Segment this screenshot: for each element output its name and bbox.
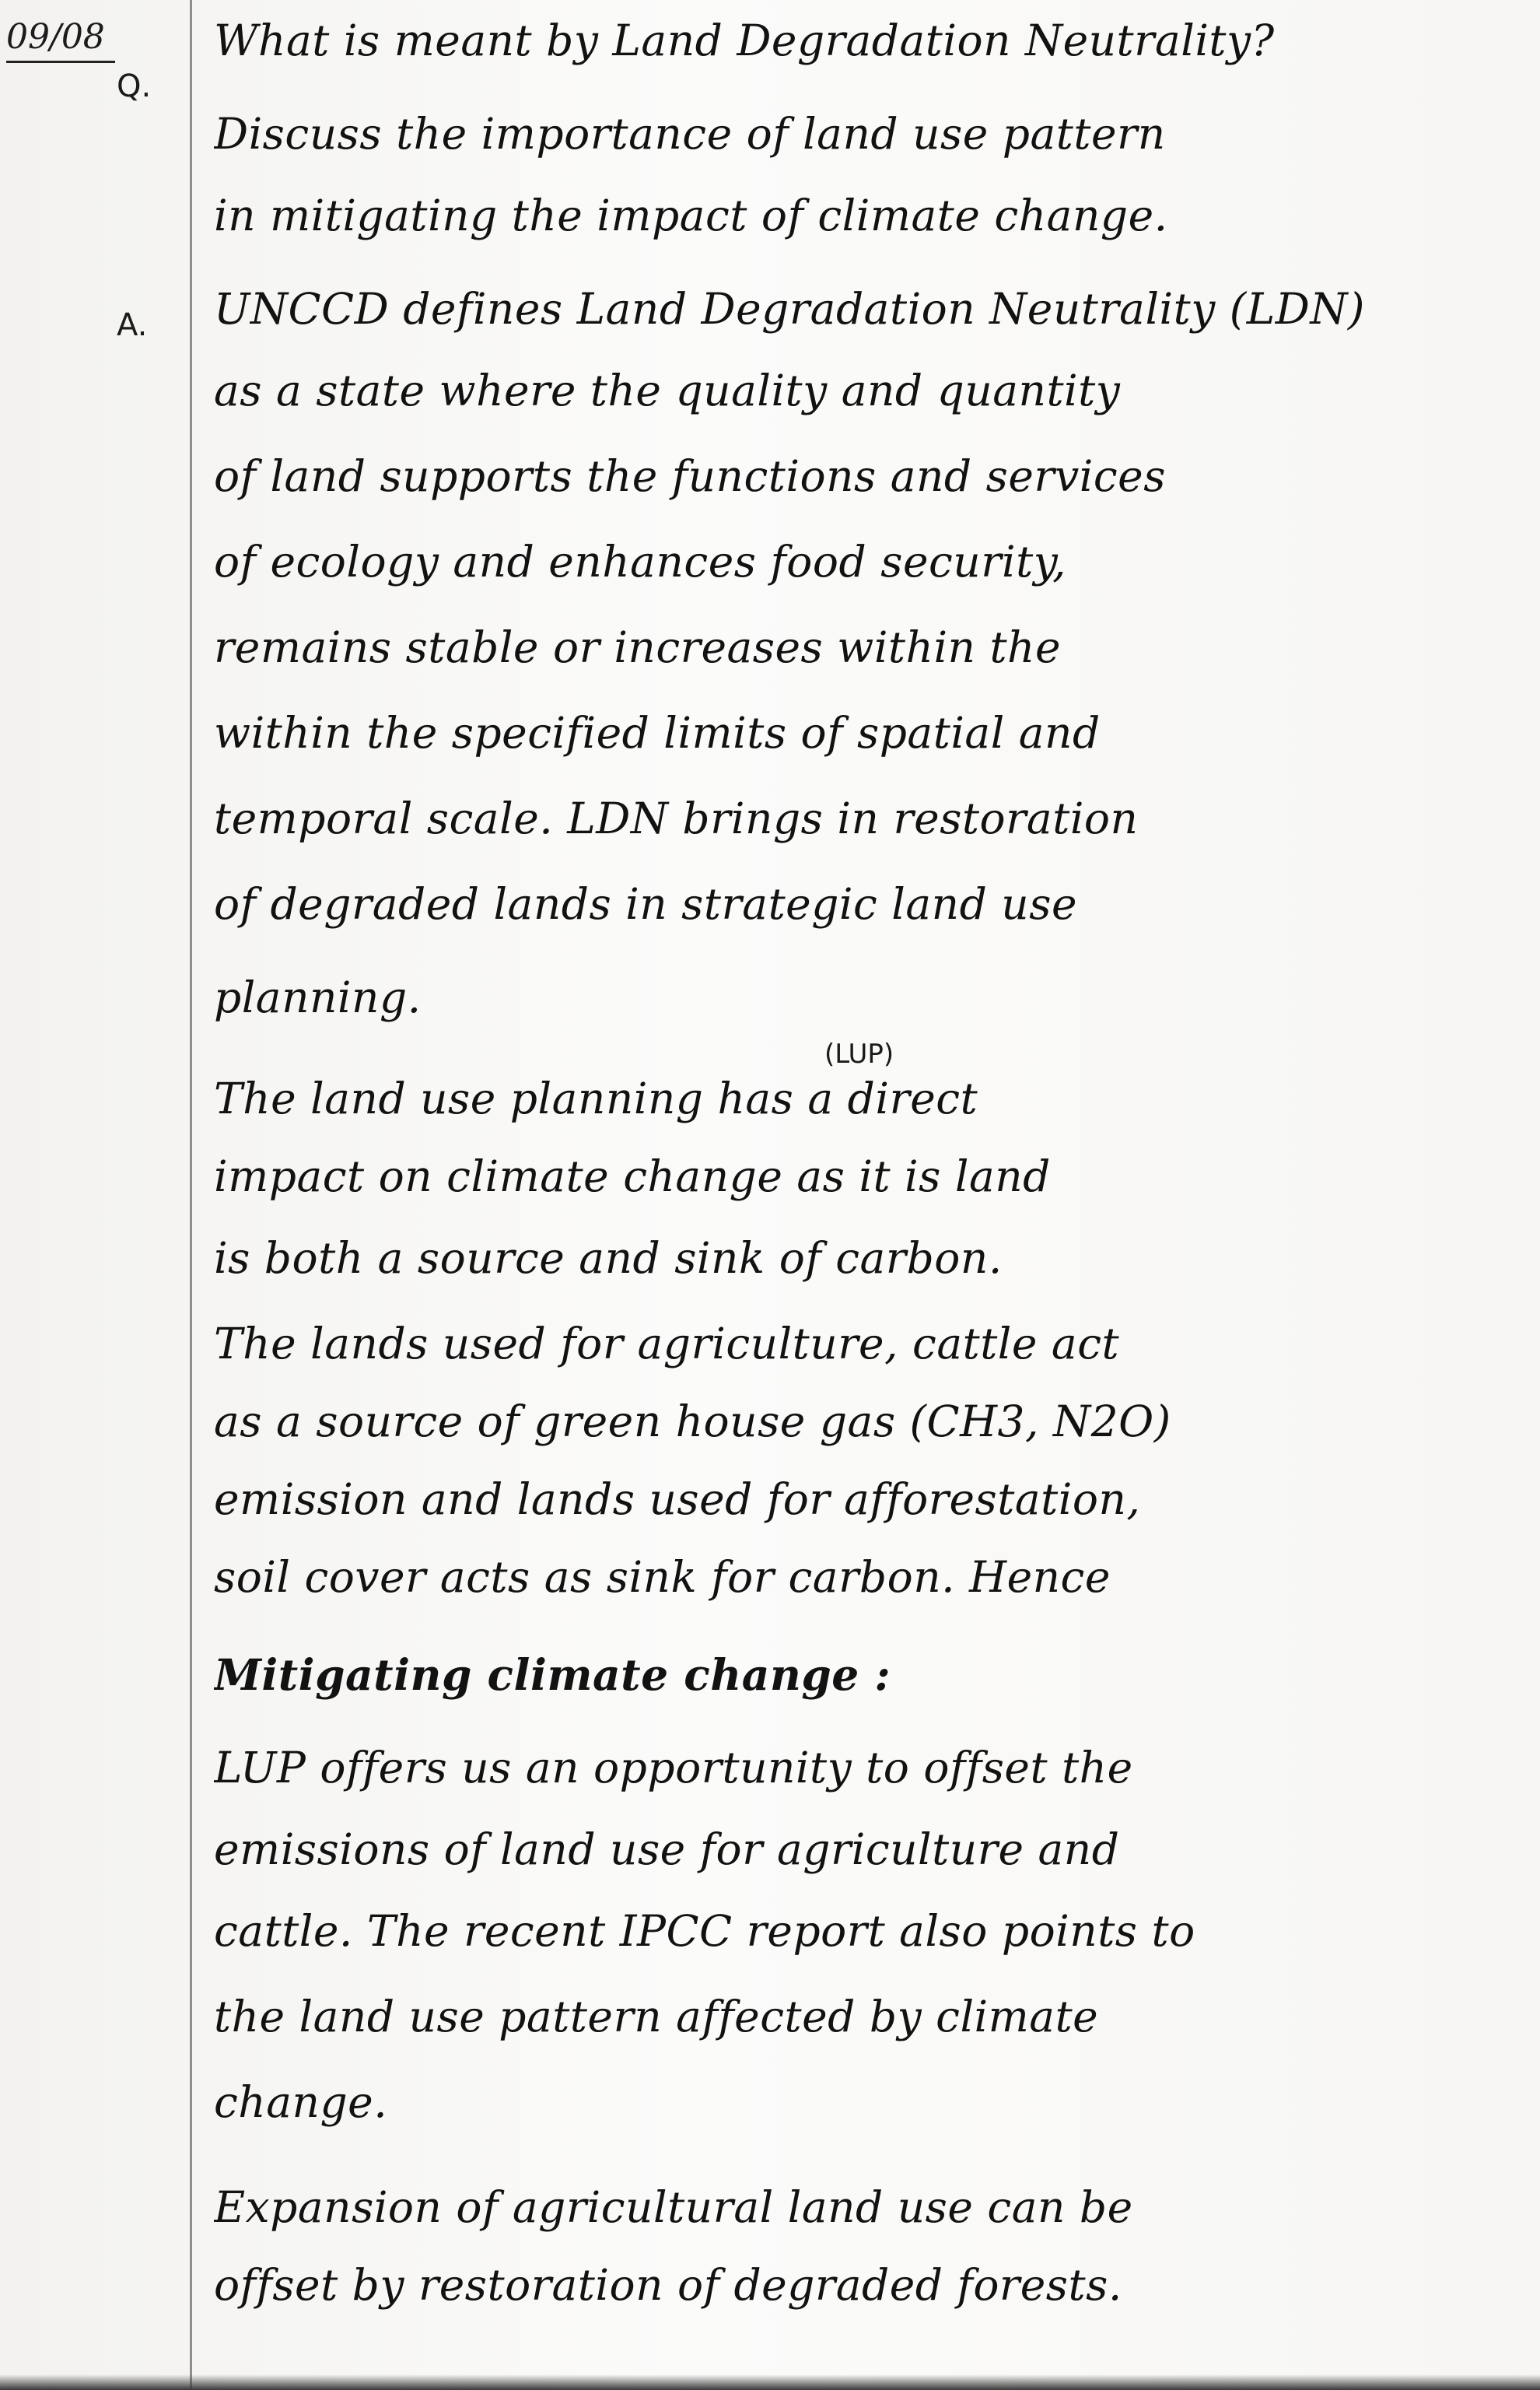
- question-line: in mitigating the impact of climate change.: [214, 191, 1168, 240]
- page-edge-shadow: [0, 2374, 1540, 2390]
- lup-annotation: (LUP): [824, 1039, 894, 1070]
- answer-line: UNCCD defines Land Degradation Neutrality (LDN): [214, 284, 1365, 334]
- answer-line: temporal scale. LDN brings in restoration: [214, 794, 1139, 843]
- answer-line: as a state where the quality and quantity: [214, 366, 1121, 415]
- answer-line: of degraded lands in strategic land use: [214, 879, 1077, 929]
- answer-line: the land use pattern affected by climate: [214, 1992, 1099, 2041]
- question-line: What is meant by Land Degradation Neutrality?: [214, 16, 1275, 65]
- date-label: 09/08: [6, 17, 105, 57]
- answer-line: Expansion of agricultural land use can be: [214, 2182, 1133, 2232]
- question-marker: Q.: [117, 68, 152, 104]
- answer-line: soil cover acts as sink for carbon. Hence: [214, 1552, 1111, 1602]
- answer-marker: A.: [117, 307, 148, 343]
- question-line: Discuss the importance of land use pattern: [214, 109, 1166, 159]
- margin-line: [190, 0, 192, 2390]
- answer-line: offset by restoration of degraded forests.: [214, 2260, 1122, 2310]
- answer-line: within the specified limits of spatial and: [214, 708, 1101, 758]
- answer-line: LUP offers us an opportunity to offset the: [214, 1743, 1133, 1792]
- answer-line: is both a source and sink of carbon.: [214, 1233, 1003, 1283]
- answer-line: emission and lands used for afforestation,: [214, 1474, 1141, 1524]
- answer-line: of land supports the functions and services: [214, 451, 1166, 501]
- answer-line: cattle. The recent IPCC report also points to: [214, 1906, 1195, 1956]
- answer-line: impact on climate change as it is land: [214, 1151, 1051, 1201]
- answer-line: emissions of land use for agriculture and: [214, 1824, 1120, 1874]
- answer-line: of ecology and enhances food security,: [214, 537, 1066, 587]
- date-underline: [6, 61, 115, 63]
- answer-line: change.: [214, 2077, 388, 2127]
- answer-line: remains stable or increases within the: [214, 622, 1062, 672]
- answer-line: planning.: [214, 972, 422, 1022]
- answer-line: The lands used for agriculture, cattle act: [214, 1319, 1120, 1368]
- answer-line: as a source of green house gas (CH3, N2O): [214, 1397, 1171, 1446]
- answer-line: The land use planning has a direct: [214, 1074, 978, 1123]
- section-heading: Mitigating climate change :: [214, 1649, 891, 1700]
